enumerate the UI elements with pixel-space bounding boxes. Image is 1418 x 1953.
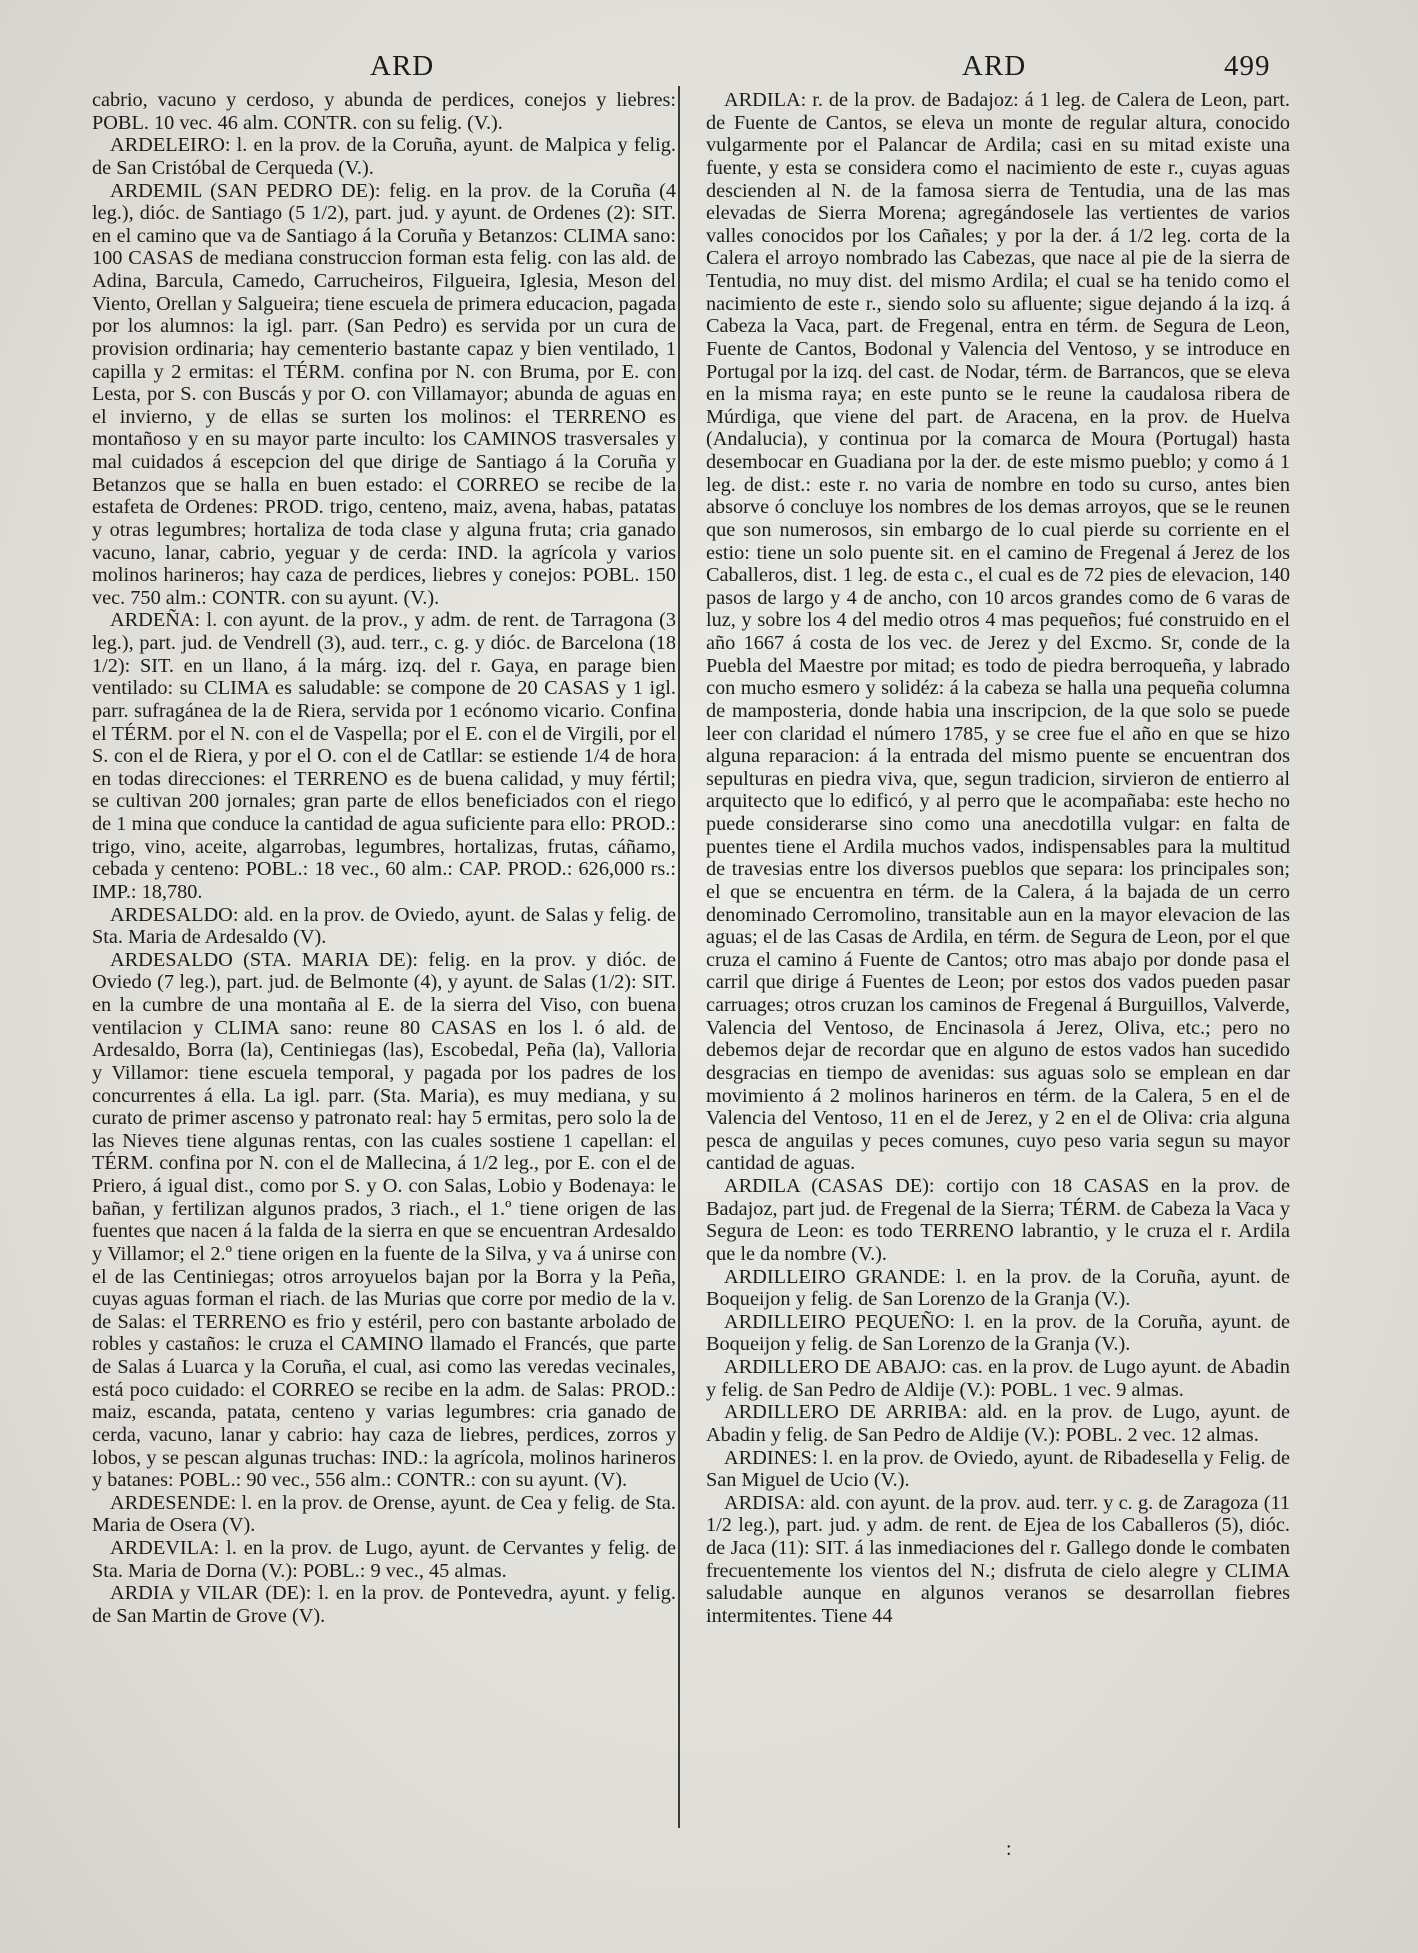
running-header	[0, 50, 1418, 90]
dictionary-entry: ARDILA (CASAS DE): cortijo con 18 CASAS en la prov. de Badajoz, part jud. de Fregenal de la Sierra; TÉRM. de Cabeza la Vaca y Segura de Leon: es todo TERRENO labrantio, y le cruza el r. Ardila que le da nombre (V.).	[706, 1175, 1290, 1265]
dictionary-entry: ARDILLEIRO PEQUEÑO: l. en la prov. de la Coruña, ayunt. de Boqueijon y felig. de San Lorenzo de la Granja (V.).	[706, 1310, 1290, 1356]
dictionary-entry: ARDIA y VILAR (DE): l. en la prov. de Pontevedra, ayunt. y felig. de San Martin de Grove (V).	[92, 1582, 676, 1627]
right-column	[706, 89, 1290, 1628]
dictionary-entry: ARDEÑA: l. con ayunt. de la prov., y adm. de rent. de Tarragona (3 leg.), part. jud. de Vendrell (3), aud. terr., c. g. y dióc. de Barcelona (18 1/2): SIT. en un llano, á la márg. izq. del r. Gaya, en parage bien ventilado: su CLIMA es saludable: se compone de 20 CASAS y 1 igl. parr. sufragánea de la de Riera, servida por 1 ecónomo vicario. Confina el TÉRM. por el N. con el de Vaspella; por el E. con el de Virgili, por el S. con el de Riera, y por el O. con el de Catllar: se estiende 1/4 de hora en todas direcciones: el TERRENO es de buena calidad, y muy fértil; se cultivan 200 jornales; gran parte de ellos beneficiados con el riego de 1 mina que conduce la cantidad de agua suficiente para ello: PROD.: trigo, vino, aceite, algarrobas, legumbres, hortalizas, frutas, cáñamo, cebada y centeno: POBL.: 18 vec., 60 alm.: CAP. PROD.: 626,000 rs.: IMP.: 18,780.	[92, 609, 676, 903]
dictionary-entry: ARDILLEIRO GRANDE: l. en la prov. de la Coruña, ayunt. de Boqueijon y felig. de San Lorenzo de la Granja (V.).	[706, 1265, 1290, 1311]
dictionary-entry: ARDILA: r. de la prov. de Badajoz: á 1 leg. de Calera de Leon, part. de Fuente de Cantos, se eleva un monte de regular altura, conocido vulgarmente por el Palancar de Ardila; casi en su mitad existe una fuente, y esta se considera como el nacimiento de este r., cuyas aguas descienden al N. de la famosa sierra de Tentudia, una de las mas elevadas de Sierra Morena; agregándosele las vertientes de varios valles conocidos por los Cañales; y por la der. á 1/2 leg. corta de la Calera el arroyo nombrado las Cabezas, que nace al pie de la sierra de Tentudia, no muy dist. del mismo Ardila; el cual se ha tenido como el nacimiento de este r., siendo solo su afluente; sigue dejando á la izq. á Cabeza la Vaca, part. de Fregenal, entra en térm. de Segura de Leon, Fuente de Cantos, Bodonal y Valencia del Ventoso, y se introduce en Portugal por la izq. del cast. de Nodar, térm. de Barrancos, que se eleva en la misma raya; en este punto se le reune la caudalosa ribera de Múrdiga, que viene del part. de Aracena, en la prov. de Huelva (Andalucia), y continua por la comarca de Moura (Portugal) hasta desembocar en Guadiana por la der. de este mismo pueblo; y como á 1 leg. de dist.: este r. no varia de nombre en todo su curso, antes bien absorve ó concluye los nombres de los demas arroyos, que se le reunen que son numerosos, sin embargo de lo cual pierde su corriente en el estio: tiene un solo puente sit. en el camino de Fregenal á Jerez de los Caballeros, dist. 1 leg. de esta c., el cual es de 72 pies de elevacion, 140 pasos de largo y 4 de ancho, con 10 arcos grandes como de 6 varas de luz, y sobre los 4 del medio otros 4 mas pequeños; fué construido en el año 1667 á costa de los vec. de Jerez y del Excmo. Sr, conde de la Puebla del Maestre por mitad; es todo de piedra berroqueña, y labrado con mucho esmero y solidéz: á la cabeza se halla una pequeña columna de mamposteria, donde habia una inscripcion, de la que solo se puede leer con claridad el número 1785, y se cree fue el año en que se hizo alguna reparacion: á la entrada del mismo puente se encuentran dos sepulturas en piedra viva, que, segun tradicion, sirvieron de entierro al arquitecto que lo edificó, y al perro que le acompañaba: este hecho no puede considerarse sino como una anecdotilla vulgar: en falta de puentes tiene el Ardila muchos vados, indispensables para la multitud de travesias entre los diversos pueblos que separa: los principales son; el que se encuentra en térm. de la Calera, á la bajada de un cerro denominado Cerromolino, transitable aun en la mayor elevacion de las aguas; el de las Casas de Ardila, en térm. de Segura de Leon, por el que cruza el camino á Fuente de Cantos; otro mas abajo por donde pasa el carril que dirige á Fuentes de Leon; por estos dos vados pueden pasar carruages; otros cruzan los caminos de Fregenal á Burguillos, Valverde, Valencia del Ventoso, de Encinasola á Jerez, Oliva, etc.; pero no debemos dejar de recordar que en alguno de estos vados han sucedido desgracias en tiempo de avenidas: sus aguas solo se emplean en dar movimiento á 2 molinos harineros en térm. de la Calera, 5 en el de Valencia del Ventoso, 11 en el de Jerez, y 2 en el de Oliva: cria alguna pesca de anguilas y peces comunes, cuyo peso varia segun su mayor cantidad de aguas.	[706, 89, 1290, 1175]
dictionary-entry: ARDILLERO DE ABAJO: cas. en la prov. de Lugo ayunt. de Abadin y felig. de San Pedro de Aldije (V.): POBL. 1 vec. 9 almas.	[706, 1356, 1290, 1401]
dictionary-entry: ARDINES: l. en la prov. de Oviedo, ayunt. de Ribadesella y Felig. de San Miguel de Ucio (V.).	[706, 1446, 1290, 1492]
dictionary-entry: ARDEVILA: l. en la prov. de Lugo, ayunt. de Cervantes y felig. de Sta. Maria de Dorna (V.): POBL.: 9 vec., 45 almas.	[92, 1537, 676, 1582]
page-number: 499	[1224, 50, 1271, 82]
header-left: ARD	[370, 50, 435, 82]
dictionary-entry: ARDISA: ald. con ayunt. de la prov. aud. terr. y c. g. de Zaragoza (11 1/2 leg.), part. jud. y adm. de rent. de Ejea de los Caballeros (5), dióc. de Jaca (11): SIT. á las inmediaciones del r. Gallego donde le combaten frecuentemente los vientos del N.; disfruta de cielo alegre y CLIMA saludable aunque en algunos veranos se desarrollan fiebres intermitentes. Tiene 44	[706, 1491, 1290, 1627]
dictionary-entry: ARDESALDO (STA. MARIA DE): felig. en la prov. y dióc. de Oviedo (7 leg.), part. jud. de Belmonte (4), y ayunt. de Salas (1/2): SIT. en la cumbre de una montaña al E. de la sierra del Viso, con buena ventilacion y CLIMA sano: reune 80 CASAS en los l. ó ald. de Ardesaldo, Borra (la), Centiniegas (las), Escobedal, Peña (la), Valloria y Villamor: tiene escuela temporal, y pagada por los padres de los concurrentes á ella. La igl. parr. (Sta. Maria), es muy mediana, y su curato de primer ascenso y patronato real: hay 5 ermitas, pero solo la de las Nieves tiene algunas rentas, con las cuales sostiene 1 capellan: el TÉRM. confina por N. con el de Mallecina, á 1/2 leg., por E. con el de Priero, á igual dist., como por S. y O. con Salas, Lobio y Bodenaya: le bañan, y fertilizan algunos prados, 3 riach., el 1.º tiene origen de las fuentes que nacen á la falda de la sierra en que se encuentran Ardesaldo y Villamor; el 2.º tiene origen en la fuente de la Silva, y va á unirse con el de las Centiniegas; otros arroyuelos bajan por la Borra y la Peña, cuyas aguas forman el riach. de las Murias que corre por medio de la v. de Salas: el TERRENO es frio y estéril, pero con bastante arbolado de robles y castaños: le cruza el CAMINO llamado el Francés, que parte de Salas á Luarca y la Coruña, el cual, asi como las veredas vecinales, está poco cuidado: el CORREO se recibe en la adm. de Salas: PROD.: maiz, escanda, patata, centeno y varias legumbres: cria ganado de cerda, vacuno, lanar y cabrio: hay caza de liebres, perdices, zorros y lobos, y se pescan algunas truchas: IND.: la agrícola, molinos harineros y batanes: POBL.: 90 vec., 556 alm.: CONTR.: con su ayunt. (V).	[92, 948, 676, 1492]
left-column	[92, 89, 676, 1628]
dictionary-entry: ARDEMIL (SAN PEDRO DE): felig. en la prov. de la Coruña (4 leg.), dióc. de Santiago (5 1/2), part. jud. y ayunt. de Ordenes (2): SIT. en el camino que va de Santiago á la Coruña y Betanzos: CLIMA sano: 100 CASAS de mediana construccion forman esta felig. con las ald. de Adina, Barcula, Camedo, Carrucheiros, Filgueira, Iglesia, Meson del Viento, Orellan y Salgueira; tiene escuela de primera educacion, pagada por los alumnos: la igl. parr. (San Pedro) es servida por un cura de provision ordinaria; hay cementerio bastante capaz y bien ventilado, 1 capilla y 2 ermitas: el TÉRM. confina por N. con Bruma, por E. con Lesta, por S. con Buscás y por O. con Villamayor; abunda de aguas en el invierno, y de ellas se surten los molinos: el TERRENO es montañoso y en su mayor parte inculto: los CAMINOS trasversales y mal cuidados á escepcion del que dirige de Santiago á la Coruña y Betanzos que se halla en buen estado: el CORREO se recibe de la estafeta de Ordenes: PROD. trigo, centeno, maiz, avena, habas, patatas y otras legumbres; hortaliza de toda clase y alguna fruta; cria ganado vacuno, lanar, cabrio, yeguar y de cerda: IND. la agrícola y varios molinos harineros; hay caza de perdices, liebres y conejos: POBL. 150 vec. 750 alm.: CONTR. con su ayunt. (V.).	[92, 179, 676, 609]
dictionary-entry: ARDILLERO DE ARRIBA: ald. en la prov. de Lugo, ayunt. de Abadin y felig. de San Pedro de Aldije (V.): POBL. 2 vec. 12 almas.	[706, 1401, 1290, 1446]
dictionary-entry: cabrio, vacuno y cerdoso, y abunda de perdices, conejos y liebres: POBL. 10 vec. 46 alm. CONTR. con su felig. (V.).	[92, 89, 676, 134]
dictionary-entry: ARDESALDO: ald. en la prov. de Oviedo, ayunt. de Salas y felig. de Sta. Maria de Ardesaldo (V).	[92, 903, 676, 949]
header-center: ARD	[962, 50, 1027, 82]
column-rule	[678, 86, 680, 1828]
footer-mark: :	[1006, 1838, 1012, 1860]
dictionary-entry: ARDESENDE: l. en la prov. de Orense, ayunt. de Cea y felig. de Sta. Maria de Osera (V).	[92, 1491, 676, 1537]
dictionary-entry: ARDELEIRO: l. en la prov. de la Coruña, ayunt. de Malpica y felig. de San Cristóbal de Cerqueda (V.).	[92, 134, 676, 179]
